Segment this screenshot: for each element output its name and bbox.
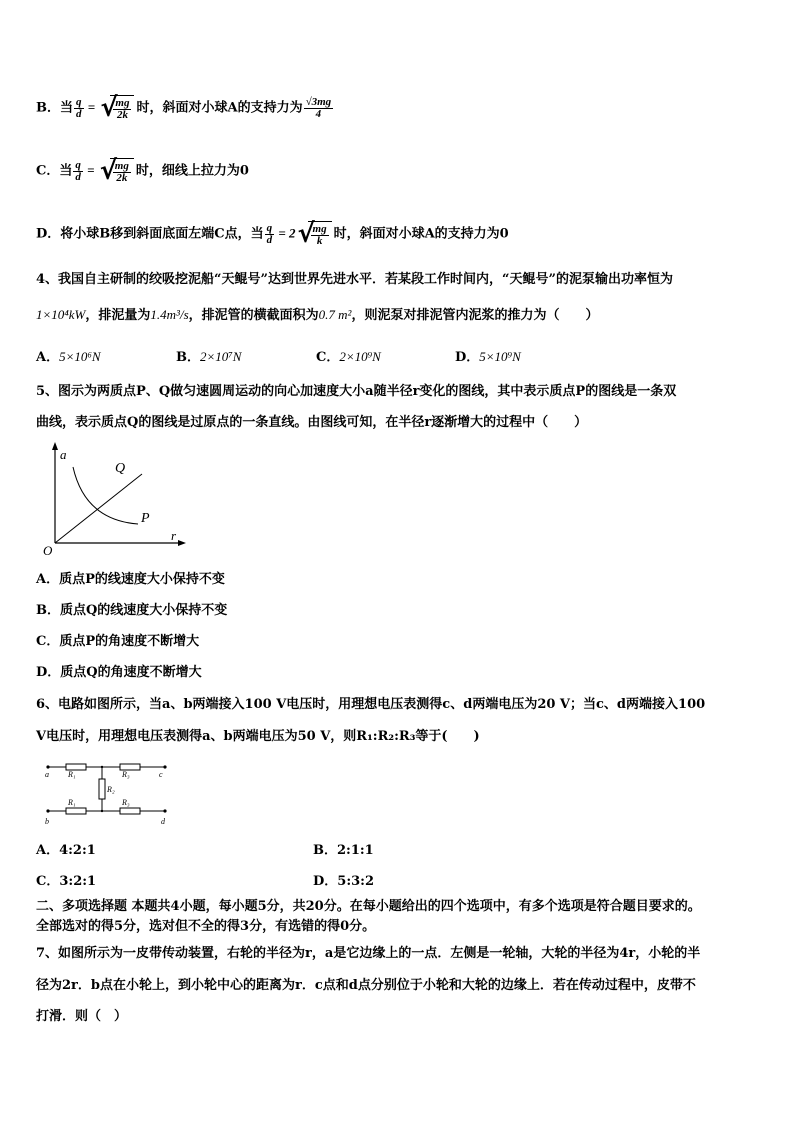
sqrt-expression: √ $\frac{mg}{k}$: [298, 221, 332, 247]
fraction-q-over-d: $\frac{q}{d}$: [266, 221, 273, 246]
q4-stem-line1: 4、我国自主研制的绞吸挖泥船“天鲲号”达到世界先进水平．若某段工作时间内，“天鲲号”的泥泵输出功率恒为: [36, 272, 673, 287]
terminal-d: d: [161, 817, 165, 826]
label-r3-bottom: R₃: [122, 798, 130, 807]
fraction-q-over-d: $\frac{q}{d}$: [75, 158, 81, 183]
resistor-r3-bottom: [120, 808, 140, 814]
q5-option-d[interactable]: D．质点Q的角速度不断增大: [36, 665, 202, 680]
label-r3-top: R₃: [122, 770, 130, 779]
q3-option-b[interactable]: B．当 $\frac{q}{d}$ = √ $\frac{mg}{2k}$ 时，斜面对小球A的支持力为 $\frac{√3mg}{4}$: [36, 93, 332, 123]
q5-option-a[interactable]: A．质点P的线速度大小保持不变: [36, 572, 225, 587]
sqrt-expression: √ $\frac{mg}{2k}$: [100, 158, 134, 184]
terminal-b: b: [45, 817, 49, 826]
q4-option-a[interactable]: A．5×10⁶N: [36, 349, 101, 365]
axis-label-r: r: [171, 528, 177, 543]
q6-stem-line1: 6、电路如图所示，当a、b两端接入100 V电压时，用理想电压表测得c、d两端电压为20 V；当c、d两端接入100: [36, 697, 706, 712]
section2-heading-line2: 全部选对的得5分，选对但不全的得3分，有选错的得0分。: [36, 919, 376, 934]
label-q: Q: [115, 461, 126, 476]
resistor-r1-bottom: [66, 808, 86, 814]
q4-option-b[interactable]: B．2×10⁷N: [176, 349, 242, 365]
q5-option-c[interactable]: C．质点P的角速度不断增大: [36, 634, 200, 649]
terminal-a: a: [45, 770, 49, 779]
q3-option-c[interactable]: C．当 $\frac{q}{d}$ = √ $\frac{mg}{2k}$ 时，细线上拉力为0: [36, 156, 249, 186]
q4-option-c[interactable]: C．2×10⁹N: [316, 349, 381, 365]
q5-stem-line2: 曲线，表示质点Q的图线是过原点的一条直线。由图线可知，在半径r逐渐增大的过程中（ ）: [36, 415, 588, 430]
axis-label-a: a: [60, 447, 67, 462]
q3-option-d[interactable]: D．将小球B移到斜面底面左端C点，当 $\frac{q}{d}$ = 2 √ $\frac{mg}{k}$ 时，斜面对小球A的支持力为0: [36, 219, 509, 249]
q6-option-c[interactable]: C．3:2:1: [36, 874, 97, 889]
origin-label: O: [43, 543, 53, 558]
q4-option-d[interactable]: D．5×10⁹N: [455, 349, 521, 365]
q5-option-b[interactable]: B．质点Q的线速度大小保持不变: [36, 603, 228, 618]
q6-option-b[interactable]: B．2:1:1: [313, 843, 374, 858]
q7-stem-line1: 7、如图所示为一皮带传动装置，右轮的半径为r，a是它边缘上的一点．左侧是一轮轴，大轮的半径为4r，小轮的半: [36, 946, 701, 961]
q7-stem-line2: 径为2r．b点在小轮上，到小轮中心的距离为r．c点和d点分别位于小轮和大轮的边缘上．若在传动过程中，皮带不: [36, 978, 696, 993]
fraction-q-over-d: $\frac{q}{d}$: [76, 95, 82, 120]
q6-option-a[interactable]: A．4:2:1: [36, 843, 96, 858]
label-r1-bottom: R₁: [68, 798, 76, 807]
sqrt-expression: √ $\frac{mg}{2k}$: [100, 95, 134, 121]
label-p: P: [141, 511, 150, 526]
fraction-answer: $\frac{√3mg}{4}$: [305, 95, 332, 120]
q6-option-d[interactable]: D．5:3:2: [313, 874, 375, 889]
line-q: [55, 474, 142, 543]
terminal-c: c: [159, 770, 163, 779]
q7-stem-line3: 打滑．则（ ）: [36, 1009, 128, 1024]
q5-stem-line1: 5、图示为两质点P、Q做匀速圆周运动的向心加速度大小a随半径r变化的图线，其中表示质点P的图线是一条双: [36, 384, 677, 399]
q6-stem-line2: V电压时，用理想电压表测得a、b两端电压为50 V，则R₁:R₂:R₃等于( ): [36, 729, 480, 744]
curve-p: [73, 467, 138, 524]
label-r1-top: R₁: [68, 770, 76, 779]
q4-stem-line2: 1×10⁴kW，排泥量为1.4m³/s，排泥管的横截面积为0.7 m²，则泥泵对排泥管内泥浆的推力为（ ）: [36, 307, 599, 323]
label-r2: R₂: [107, 785, 115, 794]
q5-graph: [40, 440, 190, 560]
section2-heading-line1: 二、多项选择题 本题共4小题，每小题5分，共20分。在每小题给出的四个选项中，有多个选项是符合题目要求的。: [36, 899, 701, 914]
resistor-r2: [99, 779, 105, 799]
q6-circuit: [40, 760, 180, 830]
